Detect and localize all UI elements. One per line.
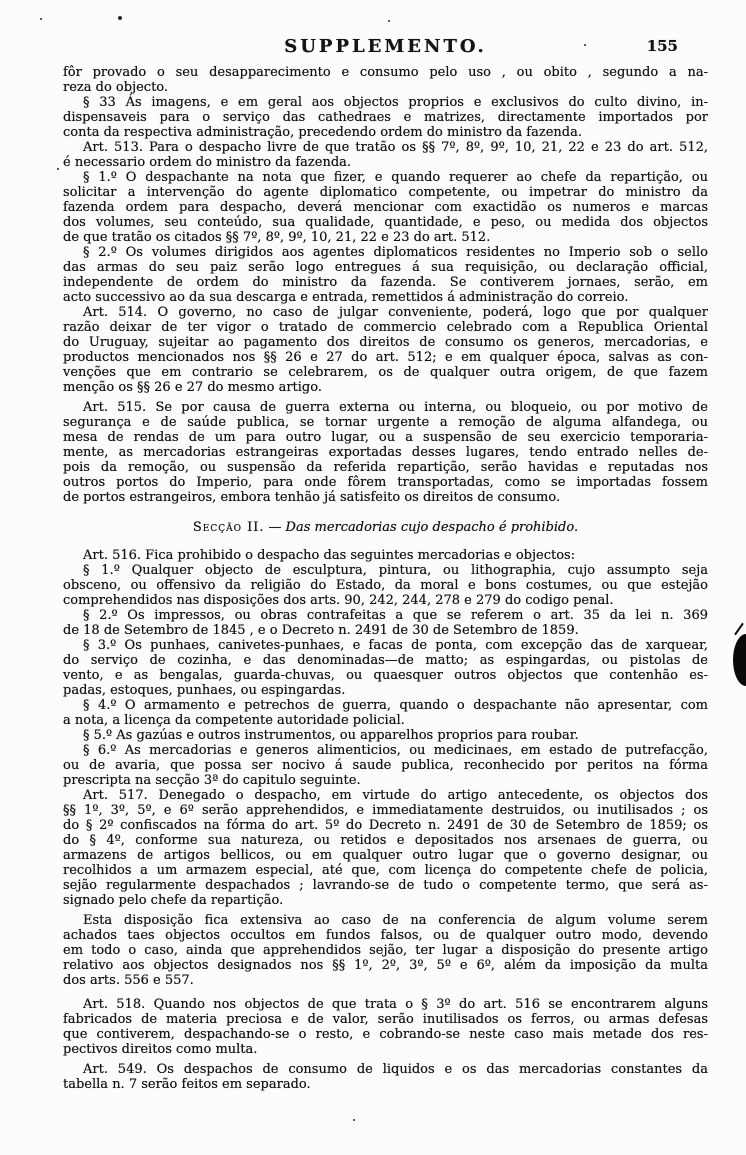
ink-scratch-artifact	[734, 623, 744, 636]
text-line: dos volumes, seu conteúdo, sua qualidade, quantidade, e peso, ou medida dos objectos	[63, 215, 708, 230]
text-line: de portos estrangeiros, embora tenhão já satisfeito os direitos de consumo.	[63, 490, 561, 505]
text-line: § 6.º As mercadorias e generos alimenticios, ou medicinaes, em estado de putrefacção,	[83, 743, 708, 758]
text-line: Art. 517. Denegado o despacho, em virtude do artigo antecedente, os objectos dos	[83, 788, 708, 803]
text-line: § 33 Ás imagens, e em geral aos objectos proprios e exclusivos do culto divino, in-	[83, 95, 708, 110]
ink-blot-artifact	[733, 634, 746, 686]
text-line: relativo aos objectos designados nos §§ 1º, 2º, 3º, 5º e 6º, além da imposição da multa	[63, 958, 708, 973]
text-line: dispensaveis para o serviço das cathedraes e matrizes, directamente importados por	[63, 110, 708, 125]
text-line: obsceno, ou offensivo da religião do Estado, da moral e bons costumes, ou que estejão	[63, 578, 708, 593]
text-line: tabella n. 7 serão feitos em separado.	[63, 1077, 311, 1092]
paragraph	[63, 743, 708, 788]
paragraph	[63, 548, 708, 563]
text-line: das armas do seu paiz serão logo entregues á sua requisição, ou declaração official,	[63, 260, 708, 275]
text-line: §§ 1º, 3º, 5º, e 6º serão apprehendidos, e immediatamente destruidos, ou inutilisados ; os	[63, 803, 708, 818]
text-line: conta da respectiva administração, precedendo ordem do ministro da fazenda.	[63, 125, 582, 140]
text-line: § 2.º Os impressos, ou obras contrafeitas a que se referem o art. 35 da lei n. 369	[83, 608, 708, 623]
text-line: de que tratão os citados §§ 7º, 8º, 9º, 10, 21, 22 e 23 do art. 512.	[63, 230, 491, 245]
text-line: do § 2º confiscados na fórma do art. 5º do Decreto n. 2491 de 30 de Setembro de 1859; os	[63, 818, 708, 833]
paragraph	[63, 913, 708, 988]
section-title: Das mercadorias cujo despacho é prohibido.	[285, 520, 579, 535]
scan-speckle	[118, 16, 122, 20]
text-line: menção os §§ 26 e 27 do mesmo artigo.	[63, 380, 322, 395]
text-line: Art. 514. O governo, no caso de julgar conveniente, poderá, logo que por qualquer	[83, 305, 708, 320]
text-line: § 5.º As gazúas e outros instrumentos, ou apparelhos proprios para roubar.	[83, 728, 579, 743]
paragraph	[63, 400, 708, 505]
paragraph	[63, 170, 708, 245]
text-line: Art. 515. Se por causa de guerra externa ou interna, ou bloqueio, ou por motivo de	[83, 400, 708, 415]
text-line: recolhidos a um armazem especial, até que, com licença do competente chefe de policia,	[63, 863, 708, 878]
text-line: venções que em contrario se celebrarem, os de qualquer outra origem, de que fazem	[63, 365, 708, 380]
text-line: § 3.º Os punhaes, canivetes-punhaes, e facas de ponta, com excepção das de xarquear,	[83, 638, 708, 653]
text-line: fazenda ordem para despacho, deverá mencionar com exactidão os numeros e marcas	[63, 200, 708, 215]
text-line: § 4.º O armamento e petrechos de guerra, quando o despachante não apresentar, com	[83, 698, 708, 713]
paragraph	[63, 608, 708, 638]
paragraph	[63, 95, 708, 140]
paragraph	[63, 698, 708, 728]
text-line: independente de ordem do ministro da fazenda. Se contiverem jornaes, serão, em	[63, 275, 708, 290]
paragraph	[63, 728, 708, 743]
text-line: Esta disposição fica extensiva ao caso de na conferencia de algum volume serem	[83, 913, 708, 928]
text-line: dos arts. 556 e 557.	[63, 973, 194, 988]
scan-speckle	[388, 20, 390, 22]
text-line: productos mencionados nos §§ 26 e 27 do art. 512; e em qualquer época, salvas as con-	[63, 350, 708, 365]
text-line: acto successivo ao da sua descarga e entrada, remettidos á administração do correio.	[63, 290, 629, 305]
text-line: mente, as mercadorias estrangeiras exportadas desses lugares, tendo entrado nelles de-	[63, 445, 708, 460]
paragraph	[63, 140, 708, 170]
text-line: segurança e de saúde publica, se tornar urgente a remoção de alguma alfandega, ou	[63, 415, 708, 430]
text-line: a nota, a licença da competente autoridade policial.	[63, 713, 405, 728]
text-line: outros portos do Imperio, para onde fôrem transportadas, como se importadas fossem	[63, 475, 708, 490]
paragraph	[63, 305, 708, 395]
text-line: pectivos direitos como multa.	[63, 1042, 258, 1057]
text-line: Art. 516. Fica prohibido o despacho das seguintes mercadorias e objectos:	[83, 548, 576, 563]
text-line: do serviço de cozinha, e das denominadas—de matto; as espingardas, ou pistolas de	[63, 653, 708, 668]
paragraph	[63, 638, 708, 698]
text-line: pois da remoção, ou suspensão da referida repartição, serão havidas e reputadas nos	[63, 460, 708, 475]
page-content	[63, 0, 708, 1092]
running-header	[63, 36, 708, 58]
paragraph	[63, 563, 708, 608]
text-line: mesa de rendas de um para outro lugar, ou a suspensão de seu exercicio temporaria-	[63, 430, 708, 445]
text-line: signado pelo chefe da repartição.	[63, 893, 284, 908]
text-line: achados taes objectos occultos em fundos falsos, ou de qualquer outro modo, devendo	[63, 928, 708, 943]
text-line: é necessario ordem do ministro da fazenda.	[63, 155, 352, 170]
text-line: reza do objecto.	[63, 80, 169, 95]
scan-speckle	[40, 18, 42, 20]
text-line: § 2.º Os volumes dirigidos aos agentes diplomaticos residentes no Imperio sob o sello	[83, 245, 708, 260]
text-line: solicitar a intervenção do agente diplomatico competente, ou impetrar do ministro da	[63, 185, 708, 200]
text-line: em todo o caso, ainda que apprehendidos sejão, ter lugar a disposição do presente artigo	[63, 943, 708, 958]
paragraph	[63, 65, 708, 95]
section-label: Secção II.	[192, 520, 265, 535]
text-line: que contiverem, despachando-se o resto, e cobrando-se neste caso mais metade dos res-	[63, 1027, 708, 1042]
scan-speckle	[584, 44, 586, 46]
text-line: § 1.º O despachante na nota que fizer, e quando requerer ao chefe da repartição, ou	[83, 170, 708, 185]
document-body	[63, 65, 708, 1092]
paragraph	[63, 245, 708, 305]
text-line: sejão regularmente despachados ; lavrando-se de tudo o competente termo, que será as-	[63, 878, 708, 893]
scan-speckle	[57, 168, 59, 170]
paragraph	[63, 997, 708, 1057]
text-line: fabricados de materia preciosa e de valor, serão inutilisados os ferros, ou armas defesas	[63, 1012, 708, 1027]
text-line: padas, estoques, punhaes, ou espingardas.	[63, 683, 346, 698]
text-line: Art. 549. Os despachos de consumo de liquidos e os das mercadorias constantes da	[83, 1062, 708, 1077]
paragraph	[63, 788, 708, 908]
text-line: do § 4º, conforme sua natureza, ou retidos e depositados nos arsenaes de guerra, ou	[63, 833, 708, 848]
text-line: armazens de artigos bellicos, ou em qualquer outro lugar que o governo designar, ou	[63, 848, 708, 863]
text-line: Art. 518. Quando nos objectos de que trata o § 3º do art. 516 se encontrarem alguns	[83, 997, 708, 1012]
text-line: de 18 de Setembro de 1845 , e o Decreto n. 2491 de 30 de Setembro de 1859.	[63, 623, 579, 638]
page-number: 155	[646, 37, 678, 55]
text-line: vento, e as bengalas, guarda-chuvas, ou quaesquer outros objectos que contenhão es-	[63, 668, 708, 683]
text-line: § 1.º Qualquer objecto de esculptura, pintura, ou lithographia, cujo assumpto seja	[83, 563, 708, 578]
text-line: Art. 513. Para o despacho livre de que tratão os §§ 7º, 8º, 9º, 10, 21, 22 e 23 do art. 512,	[83, 140, 708, 155]
text-line: comprehendidos nas disposições dos arts. 90, 242, 244, 278 e 279 do codigo penal.	[63, 593, 614, 608]
section-heading	[63, 520, 708, 535]
text-line: fôr provado o seu desapparecimento e consumo pelo uso , ou obito , segundo a na-	[63, 65, 708, 80]
text-line: do Uruguay, sujeitar ao pagamento dos direitos de consumo os generos, mercadorias, e	[63, 335, 708, 350]
paragraph	[63, 1062, 708, 1092]
page-title: SUPPLEMENTO.	[284, 36, 487, 57]
text-line: prescripta na secção 3ª do capitulo seguinte.	[63, 773, 361, 788]
text-line: ou de avaria, que possa ser nocivo á saude publica, reconhecido por peritos na fórma	[63, 758, 708, 773]
text-line: razão deixar de ter vigor o tratado de commercio celebrado com a Republica Oriental	[63, 320, 708, 335]
scan-speckle	[353, 1119, 355, 1121]
section-separator: —	[268, 520, 282, 535]
